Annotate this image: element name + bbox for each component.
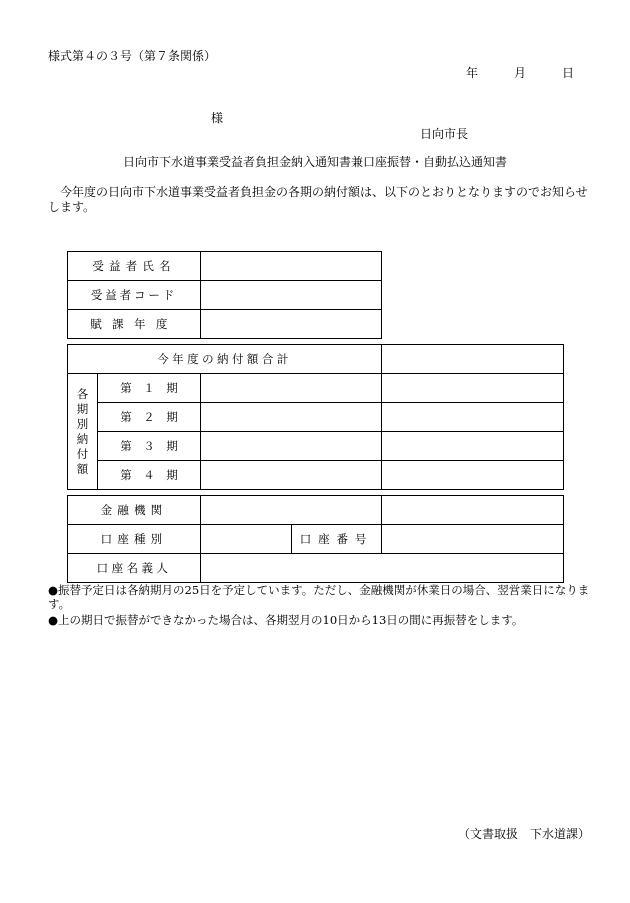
note-transfer-date: ●振替予定日は各納期月の25日を予定しています。ただし、金融機関が休業日の場合、翌営業日になります。 (48, 583, 590, 611)
holder-row (68, 554, 564, 583)
period-extra (382, 403, 564, 432)
account-holder-value (201, 554, 564, 583)
period-group-label: 各期別納付額 (68, 374, 98, 490)
date-day: 日 (562, 66, 575, 80)
account-type-value (201, 525, 292, 554)
document-title: 日向市下水道事業受益者負担金納入通知書兼口座振替・自動払込通知書 (122, 155, 507, 169)
account-number-value (382, 525, 564, 554)
period-extra (382, 461, 564, 490)
date-month: 月 (514, 66, 527, 80)
note-retransfer: ●上の期日で振替ができなかった場合は、各期翌月の10日から13日の間に再振替をします。 (48, 613, 524, 627)
period-label: 第 ４ 期 (98, 461, 201, 490)
period-label: 第 ２ 期 (98, 403, 201, 432)
period-row (68, 461, 564, 490)
info-value (201, 310, 382, 339)
info-row-year (68, 310, 382, 339)
period-amount (201, 374, 382, 403)
info-label: 賦課年度 (68, 310, 201, 339)
form-number: 様式第４の３号（第７条関係） (48, 49, 217, 63)
period-extra (382, 432, 564, 461)
institution-label: 金融機関 (68, 496, 201, 525)
bank-table (67, 495, 564, 583)
period-row (68, 374, 564, 403)
account-type-label: 口座種別 (68, 525, 201, 554)
info-row-code (68, 281, 382, 310)
period-row (68, 432, 564, 461)
intro-paragraph: 今年度の日向市下水道事業受益者負担金の各期の納付額は、以下のとおりとなりますのでお知らせします。 (48, 185, 588, 214)
institution-value (201, 496, 382, 525)
info-value (201, 252, 382, 281)
date-year: 年 (466, 66, 479, 80)
period-amount (201, 432, 382, 461)
institution-extra (382, 496, 564, 525)
issuer-name: 日向市長 (420, 127, 469, 141)
account-row (68, 525, 564, 554)
total-label: 今年度の納付額合計 (68, 345, 382, 374)
period-amount (201, 461, 382, 490)
info-label: 受益者コード (68, 281, 201, 310)
amount-table (67, 344, 564, 490)
account-number-label: 口座番号 (292, 525, 382, 554)
info-value (201, 281, 382, 310)
period-extra (382, 374, 564, 403)
account-holder-label: 口座名義人 (68, 554, 201, 583)
period-label: 第 １ 期 (98, 374, 201, 403)
footer-department: （文書取扱 下水道課） (458, 827, 591, 841)
period-amount (201, 403, 382, 432)
info-table (67, 251, 382, 339)
info-row-name (68, 252, 382, 281)
info-label: 受益者氏名 (68, 252, 201, 281)
addressee-suffix: 様 (211, 111, 224, 125)
institution-row (68, 496, 564, 525)
period-row (68, 403, 564, 432)
total-value (382, 345, 564, 374)
period-label: 第 ３ 期 (98, 432, 201, 461)
total-row (68, 345, 564, 374)
